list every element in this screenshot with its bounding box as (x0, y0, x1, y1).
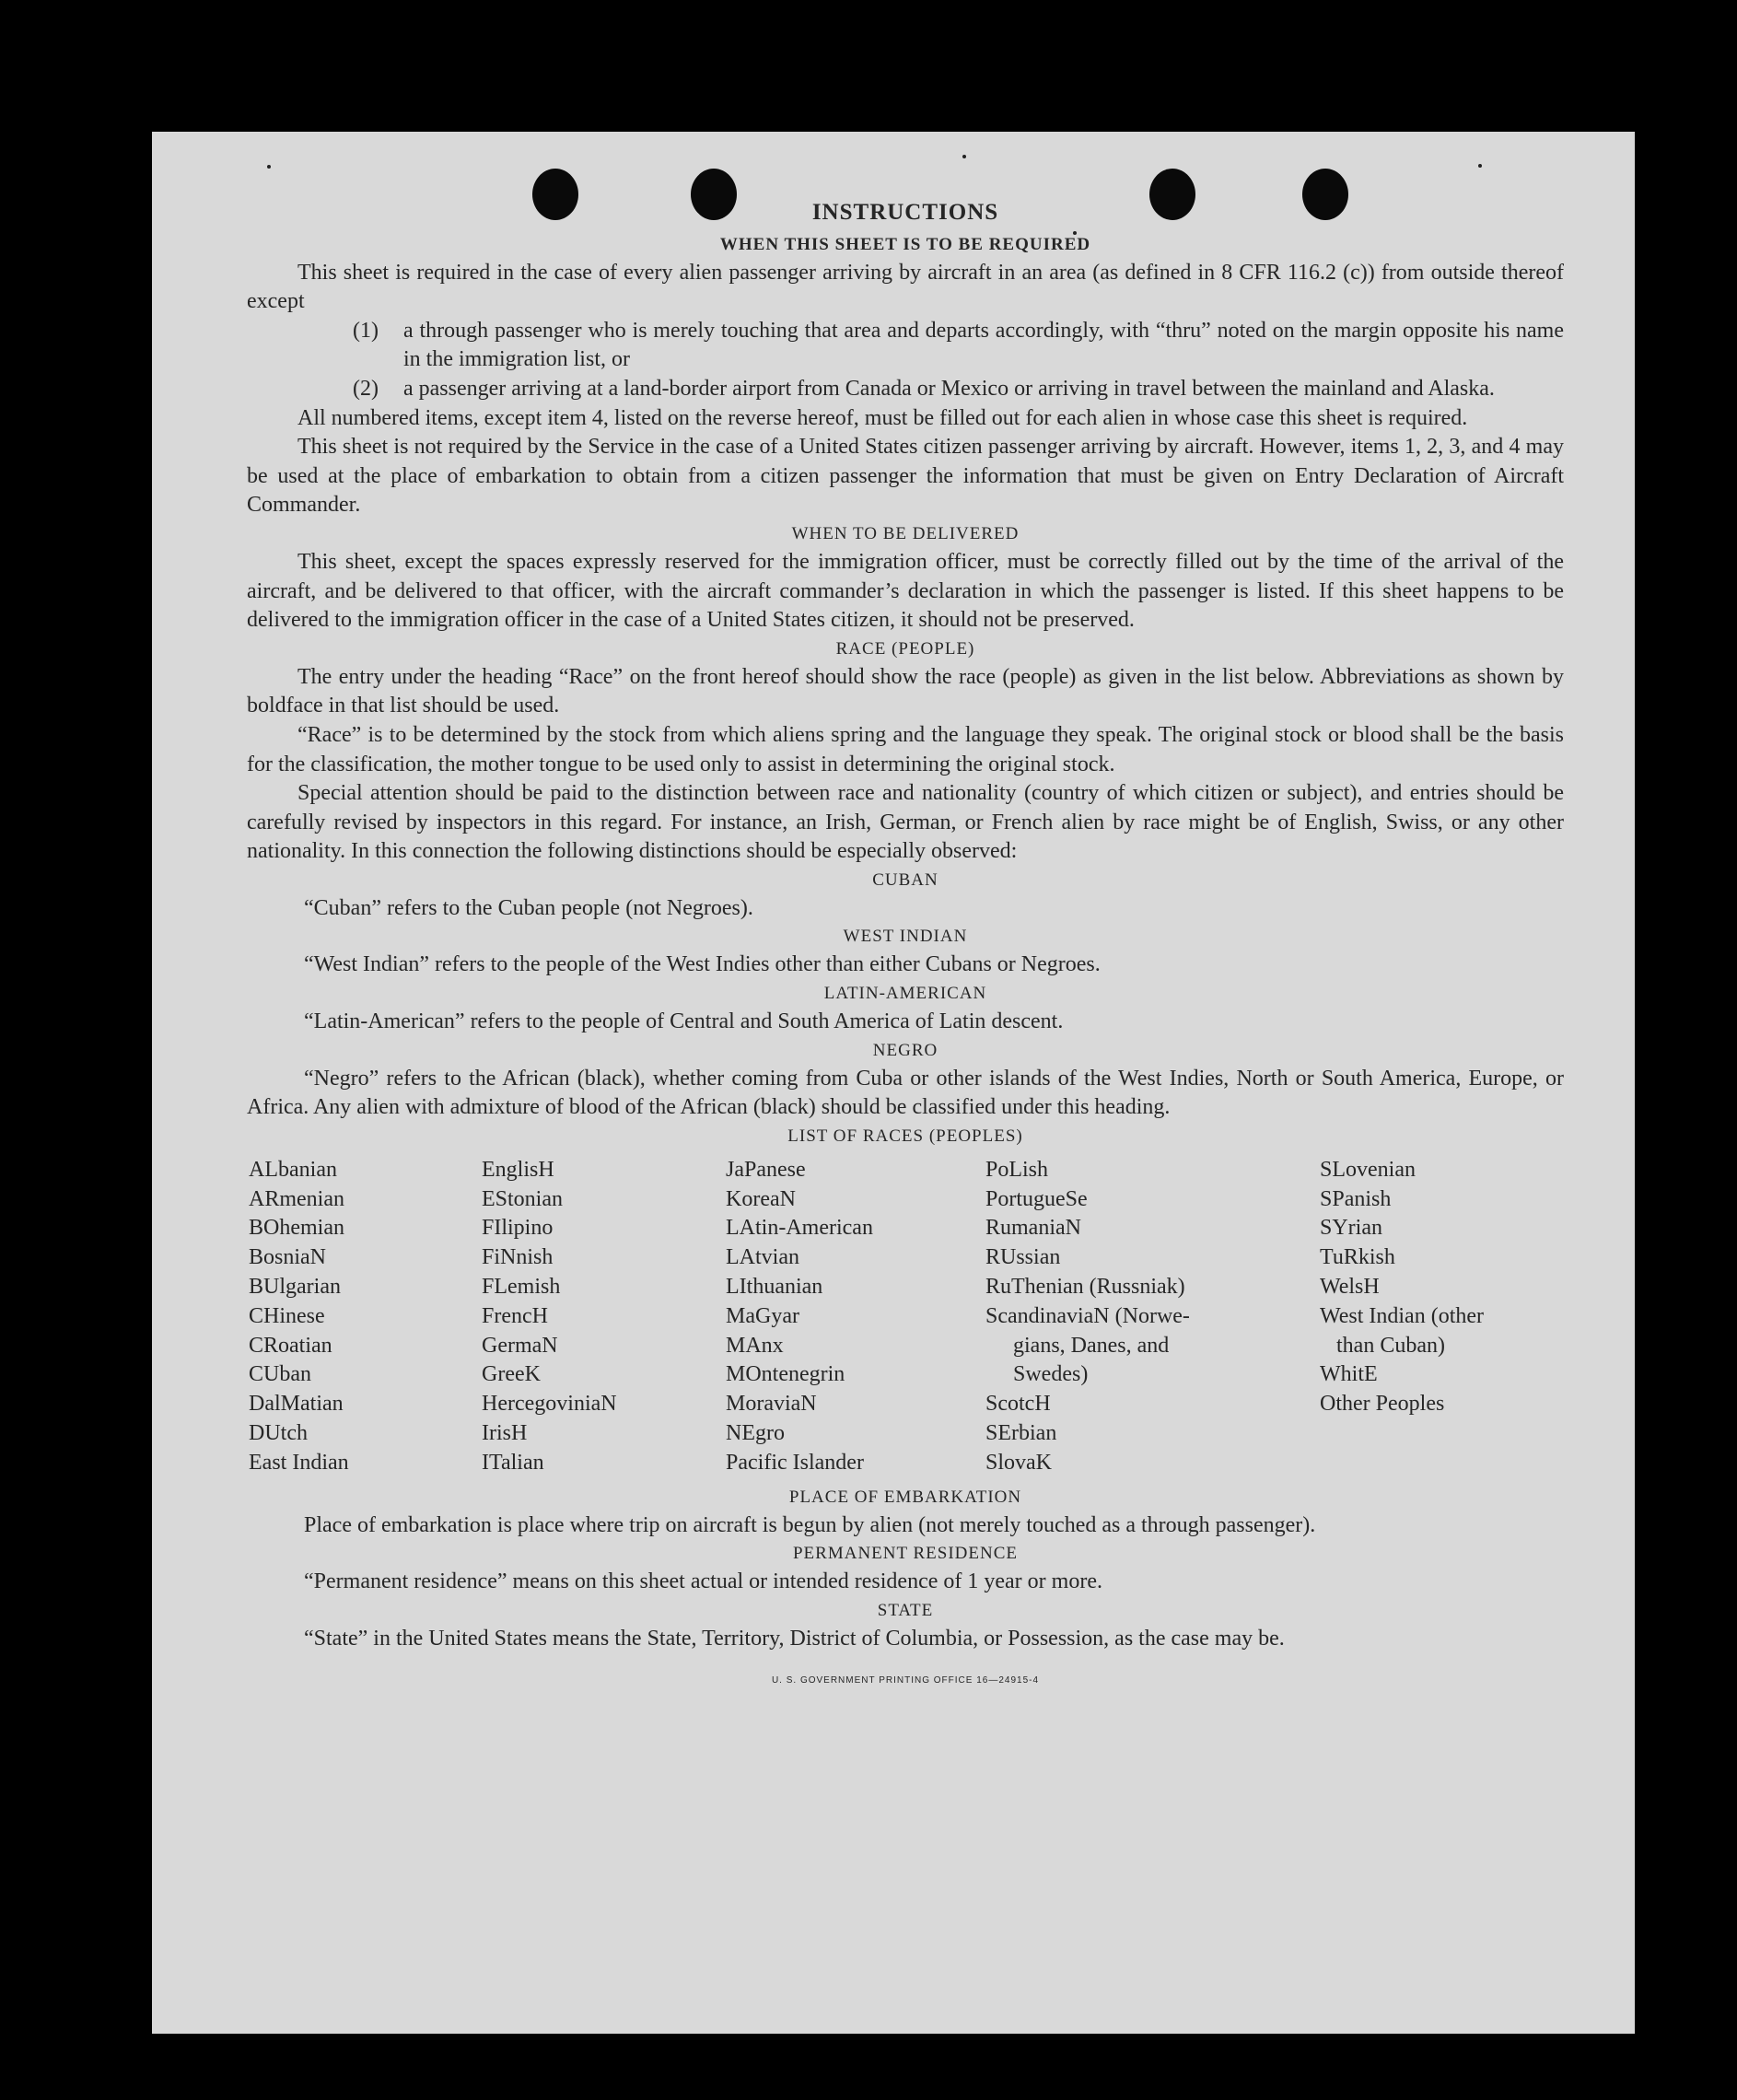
race-entry: DalMatian (249, 1392, 344, 1417)
exception-number: (2) (353, 376, 379, 401)
race-column-3 (726, 1156, 985, 1478)
race-entry: JaPanese (726, 1157, 806, 1182)
required-para-3: This sheet is not required by the Service in the case of a United States citizen passenger arriving by aircraft. However, items 1, 2, 3, and 4 may be used at the place of embarkation to obtain from a citizen passenger the information that must be given on Entry Declaration of Aircraft Commander. (247, 435, 1564, 518)
race-column-1 (249, 1156, 482, 1478)
state-text: “State” in the United States means the State, Territory, District of Columbia, or Possession, as the case may be. (304, 1626, 1285, 1651)
race-entry: WelsH (1320, 1275, 1380, 1300)
race-entry: FrencH (482, 1303, 548, 1328)
race-entry: TuRkish (1320, 1245, 1395, 1270)
race-entry-continuation: than Cuban) (1336, 1333, 1445, 1358)
race-entry-continuation: Swedes) (1013, 1362, 1089, 1387)
race-entry: DUtch (249, 1421, 308, 1446)
race-entry: ARmenian (249, 1186, 344, 1211)
race-entry: LIthuanian (726, 1275, 823, 1300)
race-entry: SErbian (985, 1421, 1057, 1446)
race-entry: ScotcH (985, 1392, 1051, 1417)
race-entry: MAnx (726, 1333, 784, 1358)
speck (962, 155, 966, 158)
exception-item-1 (353, 317, 1564, 375)
race-entry: BOhemian (249, 1216, 344, 1241)
race-entry: East Indian (249, 1450, 349, 1475)
race-column-5 (1320, 1156, 1566, 1478)
race-entry: PortugueSe (985, 1186, 1088, 1211)
race-entry: MOntenegrin (726, 1362, 845, 1387)
embarkation-heading: PLACE OF EMBARKATION (788, 1487, 1022, 1507)
race-entry: MaGyar (726, 1303, 799, 1328)
race-para-1: The entry under the heading “Race” on the front hereof should show the race (people) as given in the list below. Abbreviations as shown by boldface in that list should be used. (247, 664, 1564, 718)
required-intro: This sheet is required in the case of every alien passenger arriving by aircraft in an area (as defined in 8 CFR 116.2 (c)) from outside thereof except (247, 260, 1564, 314)
race-entry: Pacific Islander (726, 1450, 864, 1475)
delivered-heading: WHEN TO BE DELIVERED (791, 523, 1020, 543)
race-entry: KoreaN (726, 1186, 796, 1211)
race-entry: West Indian (other (1320, 1303, 1485, 1328)
race-entry: RUssian (985, 1245, 1061, 1270)
residence-text: “Permanent residence” means on this sheet actual or intended residence of 1 year or more. (304, 1569, 1102, 1594)
race-entry-continuation: gians, Danes, and (1013, 1333, 1170, 1358)
speck (1478, 164, 1482, 168)
race-entry: LAtvian (726, 1245, 799, 1270)
race-entry: EStonian (482, 1186, 563, 1211)
exception-item-2 (353, 375, 1564, 404)
race-entry: LAtin-American (726, 1216, 873, 1241)
page-title: INSTRUCTIONS (811, 200, 999, 225)
race-entry: IrisH (482, 1421, 528, 1446)
race-list (249, 1156, 1564, 1478)
embarkation-text: Place of embarkation is place where trip on aircraft is begun by alien (not merely touched as a through passenger). (304, 1512, 1316, 1537)
race-entry: CHinese (249, 1303, 325, 1328)
race-entry: BUlgarian (249, 1275, 341, 1300)
exception-text: a passenger arriving at a land-border airport from Canada or Mexico or arriving in travel between the mainland and Alaska. (403, 376, 1495, 401)
race-column-4 (985, 1156, 1320, 1478)
race-entry: SYrian (1320, 1216, 1382, 1241)
race-entry: EnglisH (482, 1157, 554, 1182)
race-column-2 (482, 1156, 726, 1478)
race-entry: ITalian (482, 1450, 544, 1475)
race-heading: RACE (PEOPLE) (835, 638, 975, 659)
race-entry: RuThenian (Russniak) (985, 1275, 1185, 1300)
required-para-2: All numbered items, except item 4, listed on the reverse hereof, must be filled out for each alien in whose case this sheet is required. (297, 405, 1468, 430)
instruction-sheet (152, 132, 1635, 2034)
race-entry: CRoatian (249, 1333, 332, 1358)
race-entry: CUban (249, 1362, 311, 1387)
race-entry: SPanish (1320, 1186, 1392, 1211)
race-entry: SLovenian (1320, 1157, 1416, 1182)
race-entry: Other Peoples (1320, 1392, 1445, 1417)
race-entry: RumaniaN (985, 1216, 1081, 1241)
speck (267, 165, 271, 169)
race-entry: WhitE (1320, 1362, 1378, 1387)
negro-text: “Negro” refers to the African (black), whether coming from Cuba or other islands of the West Indies, North or South America, Europe, or Africa. Any alien with admixture of blood of the African (black) should be classified under this heading. (247, 1066, 1564, 1120)
west-indian-heading: WEST INDIAN (843, 927, 968, 947)
state-heading: STATE (877, 1600, 934, 1620)
negro-heading: NEGRO (872, 1040, 938, 1060)
race-entry: HercegoviniaN (482, 1392, 617, 1417)
race-entry: NEgro (726, 1421, 785, 1446)
race-entry: FIlipino (482, 1216, 554, 1241)
race-entry: GermaN (482, 1333, 558, 1358)
race-entry: GreeK (482, 1362, 541, 1387)
exception-text: a through passenger who is merely touching that area and departs accordingly, with “thru” noted on the margin opposite his name in the immigration list, or (403, 318, 1564, 372)
required-heading: WHEN THIS SHEET IS TO BE REQUIRED (719, 234, 1091, 254)
race-entry: BosniaN (249, 1245, 326, 1270)
printer-imprint: U. S. GOVERNMENT PRINTING OFFICE 16—24915-4 (771, 1675, 1040, 1686)
race-list-heading: LIST OF RACES (PEOPLES) (787, 1126, 1023, 1146)
race-para-3: Special attention should be paid to the distinction between race and nationality (country of which citizen or subject), and entries should be carefully revised by inspectors in this regard. For instance, an Irish, German, or French alien by race might be of English, Swiss, or any other nationality. In this connection the following distinctions should be especially observed: (247, 781, 1564, 864)
west-indian-text: “West Indian” refers to the people of the West Indies other than either Cubans or Negroes. (304, 952, 1101, 977)
exception-number: (1) (353, 318, 379, 343)
race-entry: PoLish (985, 1157, 1049, 1182)
instructions-content (247, 198, 1564, 1696)
delivered-text: This sheet, except the spaces expressly reserved for the immigration officer, must be correctly filled out by the time of the arrival of the aircraft, and be delivered to that officer, with the aircraft commander’s declaration in which the passenger is listed. If this sheet happens to be delivered to the immigration officer in the case of a United States citizen, it should not be preserved. (247, 549, 1564, 633)
latin-american-text: “Latin-American” refers to the people of Central and South America of Latin descent. (304, 1009, 1064, 1034)
residence-heading: PERMANENT RESIDENCE (792, 1544, 1019, 1564)
latin-american-heading: LATIN-AMERICAN (823, 984, 987, 1004)
race-entry: FiNnish (482, 1245, 554, 1270)
race-entry: ALbanian (249, 1157, 337, 1182)
race-para-2: “Race” is to be determined by the stock from which aliens spring and the language they speak. The original stock or blood shall be the basis for the classification, the mother tongue to be used only to assist in determining the original stock. (247, 722, 1564, 776)
race-entry: MoraviaN (726, 1392, 817, 1417)
race-entry: FLemish (482, 1275, 561, 1300)
race-entry: SlovaK (985, 1450, 1052, 1475)
race-entry: ScandinaviaN (Norwe- (985, 1303, 1190, 1328)
cuban-text: “Cuban” refers to the Cuban people (not Negroes). (304, 895, 753, 920)
cuban-heading: CUBAN (872, 869, 938, 890)
